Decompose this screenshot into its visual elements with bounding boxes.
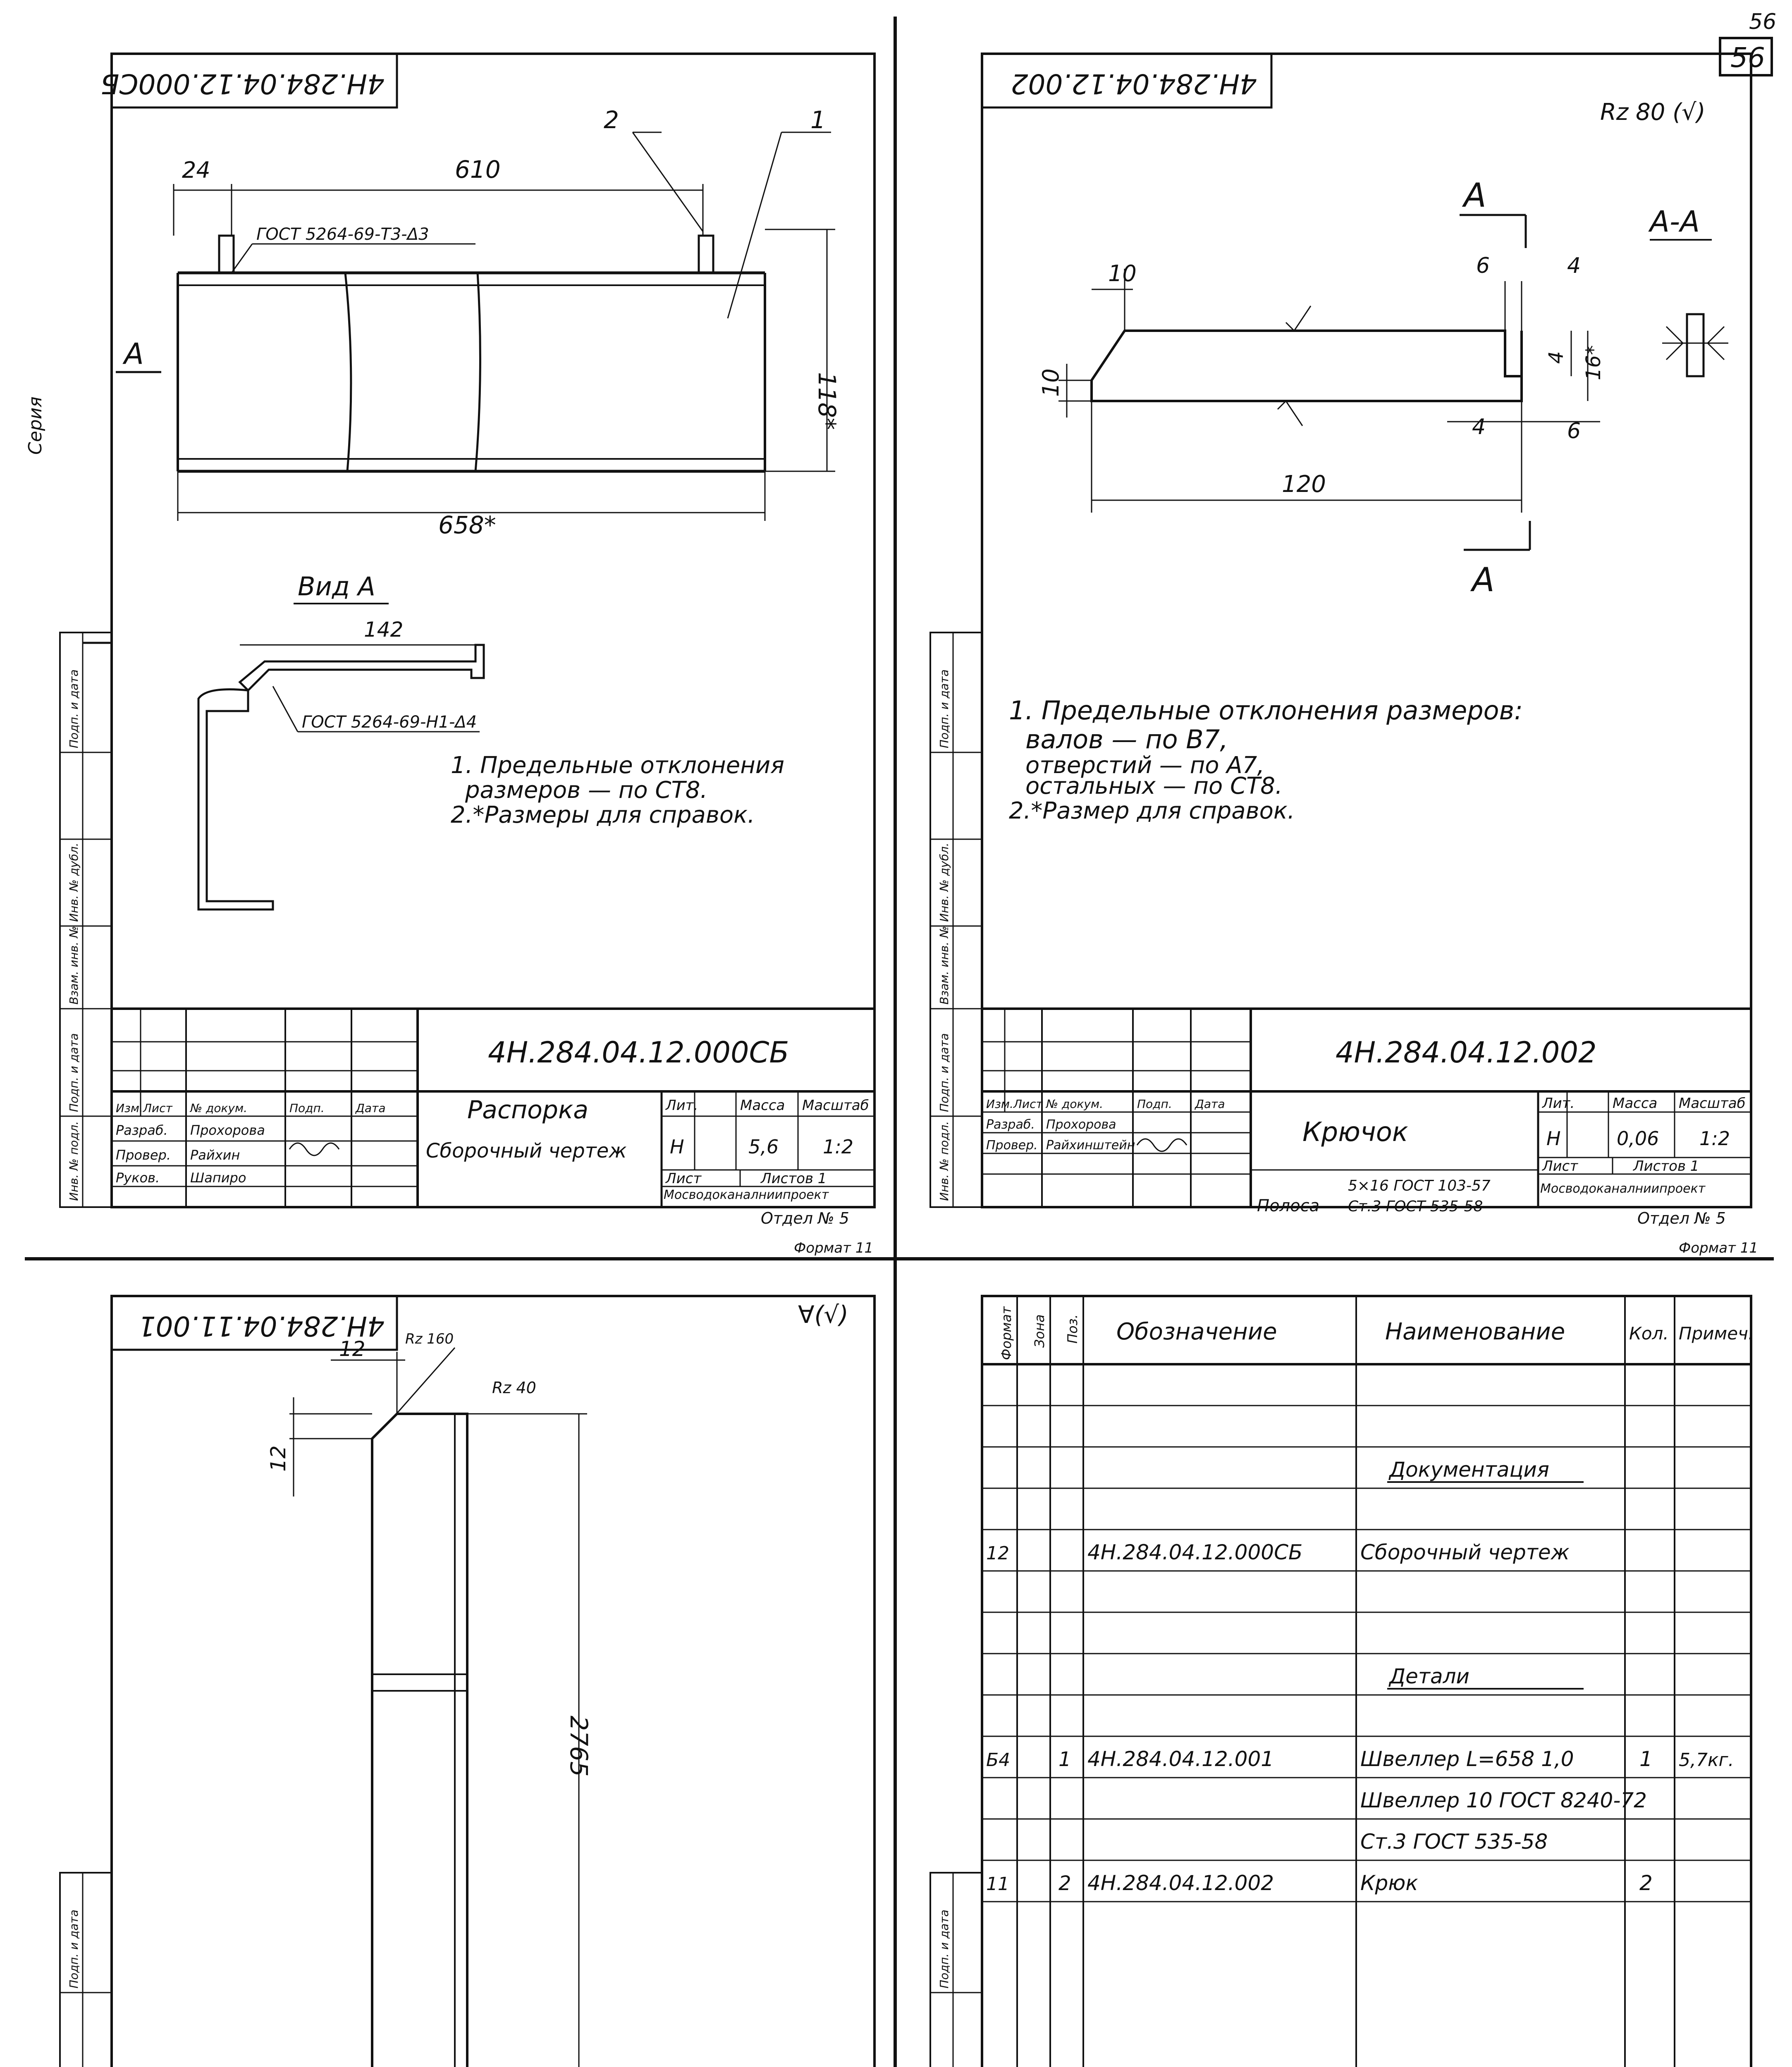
sheet2-signature: [1137, 1139, 1187, 1151]
sheet3-roughness: ∀(√): [798, 1301, 848, 1329]
q4-stamp-col-5: Подп. и дата: [937, 1909, 951, 1988]
sheet2-note-3: отверстий — по А7,: [1025, 752, 1265, 779]
sheet1-note-1: 1. Предельные отклонения: [451, 752, 784, 779]
sheet1-dim-142: 142: [364, 618, 404, 642]
sheet1-staff-2-role: Провер.: [116, 1147, 171, 1163]
sheet1-mirror-code: 4Н.284.04.12.000СБ: [100, 68, 385, 100]
sheet2-note-2: валов — по В7,: [1025, 724, 1228, 754]
q2-stamp-col-2: Подп. и дата: [937, 1033, 951, 1112]
sheet1-org: Мосводоканалниипроект: [664, 1188, 829, 1202]
sheet3-rough-a: Rz 160: [405, 1331, 454, 1347]
sheet2-notes: [1009, 695, 1523, 824]
sheet1-scale-value: 1:2: [823, 1136, 854, 1158]
q2-stamp-col-3: Взам. инв. №: [937, 926, 951, 1005]
spec-header-zone: Зона: [1032, 1314, 1047, 1348]
sheet2-section-title: А-А: [1650, 205, 1700, 239]
spec-cell-name: Крюк: [1360, 1871, 1418, 1895]
left-stamp-q3: [60, 1873, 112, 2067]
spec-cell-pos: 1: [1058, 1748, 1071, 1771]
sheet1-code: 4Н.284.04.12.000СБ: [488, 1036, 789, 1069]
sheet2-staff-0-name: № докум.: [1046, 1097, 1104, 1111]
sheet2-note-4: остальных — по СТ8.: [1025, 773, 1283, 800]
sheet1-staff-3-name: Шапиро: [190, 1170, 246, 1186]
sheet1-sheets-header: Листов 1: [761, 1170, 827, 1187]
spec-cell-name: Детали: [1389, 1664, 1470, 1688]
sheet2-title-block: [982, 1009, 1758, 1256]
sheet2-dim-10-top: 10: [1108, 260, 1137, 286]
sheet1-dim-24: 24: [182, 157, 210, 183]
sheet1-staff-1-role: Разраб.: [116, 1122, 168, 1138]
sheet2-mass-header: Масса: [1613, 1095, 1658, 1112]
q1-stamp-col-5: Подп. и дата: [67, 669, 81, 748]
left-stamp-q1: [60, 633, 112, 1207]
sheet1-sheet-header: Лист: [666, 1170, 702, 1187]
q2-stamp-col-4: Инв. № дубл.: [937, 843, 951, 922]
sheet1-staff-0-name: № докум.: [190, 1101, 248, 1115]
sheet1-weld-view: ГОСТ 5264-69-Н1-Δ4: [302, 713, 477, 732]
sheet1-notes: [451, 752, 784, 828]
left-stamp-q2: [930, 633, 982, 1207]
sheet1-staff-0-sign: Подп.: [289, 1101, 325, 1115]
sheet2-mirror-code: 4Н.284.04.12.002: [1011, 68, 1257, 100]
sheet1-note-3: 2.*Размеры для справок.: [451, 802, 755, 828]
sheet1-format: Формат 11: [794, 1240, 874, 1256]
left-stamp-q4: [930, 1873, 982, 2067]
spec-cell-name: Ст.3 ГОСТ 535-58: [1360, 1830, 1548, 1854]
spec-cell-fmt: 12: [986, 1543, 1009, 1564]
sheet2-org: Мосводоканалниипроект: [1540, 1181, 1706, 1196]
spec-cell-fmt: 11: [986, 1874, 1009, 1895]
sheet1-lit-value: Н: [670, 1136, 684, 1158]
sheet2-dim-6-top: 6: [1476, 253, 1490, 278]
sheet2-scale-value: 1:2: [1699, 1127, 1730, 1150]
sheet1-view-a: [198, 571, 484, 909]
sheet2-dim-4-top: 4: [1567, 253, 1581, 278]
sheet2-section-letter-top: A: [1464, 176, 1486, 215]
spec-cell-note: 5,7кг.: [1679, 1750, 1734, 1771]
q3-stamp-col-5: Подп. и дата: [67, 1909, 81, 1988]
spec-cell-name: Швеллер L=658 1,0: [1360, 1747, 1574, 1771]
sheet1-leader-1: 1: [810, 106, 826, 134]
sheet1-leader-2: 2: [604, 106, 619, 134]
sheet2-staff-0-sign: Подп.: [1137, 1097, 1172, 1111]
q1-stamp-col-2: Подп. и дата: [67, 1033, 81, 1112]
sheet2-staff-1-role: Разраб.: [986, 1117, 1035, 1132]
sheet1-weld-top: ГОСТ 5264-69-Т3-Δ3: [256, 225, 429, 244]
sheet1-section-letter: A: [124, 337, 144, 371]
spec-header-pos: Поз.: [1065, 1314, 1080, 1344]
sheet2-sheet-header: Лист: [1542, 1158, 1578, 1174]
sheet2-dim-10-left: 10: [1038, 368, 1064, 397]
spec-header-format: Формат: [999, 1306, 1014, 1360]
sheet4-spec-table: [982, 1296, 1754, 2067]
sheet3-dim-12-left: 12: [266, 1445, 290, 1472]
sheet1-staff-0-date: Дата: [356, 1101, 386, 1115]
sheet1-title: Распорка: [467, 1096, 588, 1124]
sheet2-mirror-code-box: [982, 54, 1271, 107]
sheet1-title-block: [112, 1009, 874, 1256]
page-number: 56: [1730, 42, 1765, 74]
sheet2-section-letter-bottom: A: [1472, 561, 1495, 599]
sheet2-dept: Отдел № 5: [1637, 1209, 1726, 1227]
sheet2-scale-header: Масштаб: [1679, 1095, 1746, 1112]
page-number-top: 56: [1749, 10, 1777, 34]
sheet2-staff-2-name: Райхинштейн: [1046, 1138, 1135, 1153]
sheet2-dim-120: 120: [1282, 471, 1326, 498]
spec-cell-code: 4Н.284.04.12.001: [1087, 1747, 1274, 1771]
sheet2-dim-4-side: 4: [1545, 351, 1568, 364]
sheet2-lit-value: Н: [1546, 1127, 1561, 1150]
sheet1-mass-value: 5,6: [748, 1136, 779, 1158]
sheet2-note-5: 2.*Размер для справок.: [1009, 797, 1295, 824]
sheet2-roughness: Rz 80 (√): [1600, 99, 1706, 126]
sheet1-staff-2-name: Райхин: [190, 1147, 240, 1163]
sheet1-signature: [289, 1143, 339, 1155]
spec-cell-name: Сборочный чертеж: [1360, 1540, 1570, 1564]
spec-cell-name: Документация: [1389, 1458, 1549, 1482]
sheet3-mirror-code: 4Н.284.04.11.001: [138, 1310, 385, 1342]
sheet2-title: Крючок: [1302, 1117, 1408, 1148]
sheet2-dim-6-bottom: 6: [1567, 419, 1581, 444]
spec-header-note: Примеч.: [1679, 1323, 1754, 1344]
sheet1-mass-header: Масса: [740, 1097, 785, 1114]
sheet2-sheets-header: Листов 1: [1633, 1158, 1699, 1174]
q2-stamp-col-1: Инв. № подл.: [937, 1121, 951, 1201]
spec-cell-fmt: Б4: [986, 1750, 1011, 1771]
sheet2-staff-2-role: Провер.: [986, 1138, 1038, 1153]
spec-header-qty: Кол.: [1629, 1323, 1669, 1344]
sheet3-dim-2765: 2765: [565, 1716, 593, 1777]
spec-cell-name: Швеллер 10 ГОСТ 8240-72: [1360, 1788, 1647, 1812]
spec-cell-code: 4Н.284.04.12.000СБ: [1087, 1540, 1303, 1564]
sheet1-dim-118: 118*: [813, 372, 841, 430]
sheet1-note-2: размеров — по СТ8.: [465, 777, 708, 804]
sheet2-staff-0-role: Изм.Лист: [986, 1097, 1043, 1111]
sheet2-material-b: 5×16 ГОСТ 103-57: [1348, 1177, 1491, 1194]
q1-stamp-col-4: Инв. № дубл.: [67, 843, 81, 922]
sheet2-staff-1-name: Прохорова: [1046, 1117, 1116, 1132]
spec-header-code: Обозначение: [1116, 1318, 1277, 1345]
sheet1-subtitle: Сборочный чертеж: [426, 1139, 627, 1162]
sheet2-mass-value: 0,06: [1617, 1127, 1659, 1150]
spec-cell-qty: 2: [1639, 1871, 1653, 1895]
sheet2-code: 4Н.284.04.12.002: [1336, 1036, 1597, 1069]
spec-rows: [982, 1406, 1751, 1902]
series-label: Серия: [25, 396, 46, 455]
sheet2-format: Формат 11: [1679, 1240, 1759, 1256]
sheet2-note-1: 1. Предельные отклонения размеров:: [1009, 695, 1523, 726]
sheet2-staff-0-date: Дата: [1195, 1097, 1225, 1111]
spec-cell-pos: 2: [1058, 1872, 1071, 1895]
sheet3-rough-b: Rz 40: [492, 1379, 536, 1397]
spec-cell-code: 4Н.284.04.12.002: [1087, 1871, 1274, 1895]
sheet2-hook-drawing: [1038, 176, 1728, 599]
sheet1-dim-610: 610: [455, 155, 501, 184]
sheet2-lit-header: Лит.: [1542, 1095, 1575, 1112]
sheet1-dept: Отдел № 5: [761, 1209, 849, 1227]
sheet1-mirror-code-box: [100, 54, 397, 107]
sheet1-view-title: Вид А: [298, 571, 375, 601]
sheet1-assembly-drawing: [116, 106, 841, 539]
sheet2-dim-4-bottom: 4: [1472, 415, 1486, 439]
sheet3-dim-12-top: 12: [339, 1337, 366, 1361]
spec-cell-qty: 1: [1639, 1747, 1653, 1771]
sheet3-post-drawing: [266, 1331, 593, 2067]
sheet2-material-a: Полоса: [1257, 1196, 1320, 1215]
q2-stamp-col-5: Подп. и дата: [937, 669, 951, 748]
sheet1-staff-1-name: Прохорова: [190, 1122, 265, 1138]
sheet2-material-c: Ст.3 ГОСТ 535-58: [1348, 1198, 1483, 1215]
sheet1-scale-header: Масштаб: [802, 1097, 869, 1114]
sheet1-staff-3-role: Руков.: [116, 1170, 160, 1186]
sheet1-lit-header: Лит.: [666, 1097, 698, 1114]
spec-header-name: Наименование: [1385, 1318, 1565, 1345]
q1-stamp-col-3: Взам. инв. №: [67, 926, 81, 1005]
sheet1-dim-658: 658*: [438, 511, 496, 539]
sheet1-staff-0-role: Изм.Лист: [116, 1101, 172, 1115]
q1-stamp-col-1: Инв. № подл.: [67, 1121, 81, 1201]
sheet2-dim-16: 16*: [1582, 345, 1605, 380]
